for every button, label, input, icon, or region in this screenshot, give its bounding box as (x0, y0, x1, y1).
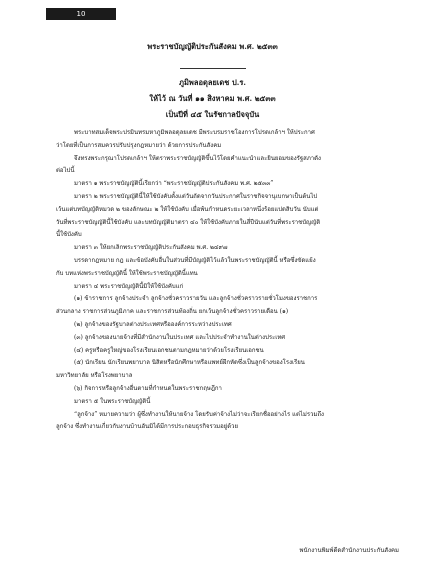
page-number: 10 (46, 8, 116, 20)
paragraph: มหาวิทยาลัย หรือโรงพยาบาล (56, 372, 133, 380)
paragraph: วันที่พระราชบัญญัตินี้ใช้บังคับ และบทบัญญัติมาตรา ๔๐ ให้ใช้บังคับภายในสี่ปีนับแต่วันที่พระราชบัญญัติ (56, 218, 321, 226)
paragraph: (๓) ลูกจ้างของนายจ้างที่มีสำนักงานในประเทศ และไปประจำทำงานในต่างประเทศ (74, 333, 286, 341)
paragraph: จึงทรงพระกรุณาโปรดเกล้าฯ ให้ตราพระราชบัญญัติขึ้นไว้โดยคำแนะนำและยินยอมของรัฐสภาดัง (74, 154, 321, 162)
paragraph: “ลูกจ้าง” หมายความว่า ผู้ซึ่งทำงานให้นายจ้าง โดยรับค่าจ้างไม่ว่าจะเรียกชื่ออย่างไร แต่ไม่รวมถึง (74, 410, 324, 418)
paragraph: มาตรา ๑ พระราชบัญญัตินี้เรียกว่า “พระราชบัญญัติประกันสังคม พ.ศ. ๒๕๓๓” (74, 180, 274, 188)
title-divider (180, 68, 246, 69)
paragraph: ต่อไปนี้ (56, 167, 75, 175)
paragraph: (๕) นักเรียน นักเรียนพยาบาล นิสิตหรือนักศึกษาหรือแพทย์ฝึกหัดซึ่งเป็นลูกจ้างของโรงเรียน (74, 359, 305, 367)
paragraph: มาตรา ๓ ให้ยกเลิกพระราชบัญญัติประกันสังคม พ.ศ. ๒๔๙๗ (74, 244, 228, 252)
paragraph: (๖) กิจการหรือลูกจ้างอื่นตามที่กำหนดในพระราชกฤษฎีกา (74, 384, 222, 392)
paragraph: ว่าโดยที่เป็นการสมควรปรับปรุงกฎหมายว่า ด้วยการประกันสังคม (56, 141, 222, 149)
paragraph: บรรดากฎหมาย กฎ และข้อบังคับอื่นในส่วนที่มีบัญญัติไว้แล้วในพระราชบัญญัตินี้ หรือซึ่งขัดแย้ง (74, 256, 316, 264)
paragraph: (๑) ข้าราชการ ลูกจ้างประจำ ลูกจ้างชั่วคราวรายวัน และลูกจ้างชั่วคราวรายชั่วโมงของราชการ (74, 295, 318, 303)
paragraph: กับ บทแห่งพระราชบัญญัตินี้ ให้ใช้พระราชบัญญัตินี้แทน (56, 269, 198, 277)
page-footer: พนักงานพิมพ์ดีดสำนักงานประกันสังคม (299, 547, 399, 554)
paragraph: นี้ใช้บังคับ (56, 231, 82, 239)
paragraph: ส่วนกลาง ราชการส่วนภูมิภาค และราชการส่วนท้องถิ่น ยกเว้นลูกจ้างชั่วคราวรายเดือน (๑) (56, 308, 289, 316)
paragraph: เว้นแต่บทบัญญัติหมวด ๒ ของลักษณะ ๒ ให้ใช้บังคับ เมื่อพ้นกำหนดระยะเวลาหนึ่งร้อยแปดสิบวัน นับแต่ (56, 205, 319, 213)
paragraph: ลูกจ้าง ซึ่งทำงานเกี่ยวกับงานบ้านอันมิได้มีการประกอบธุรกิจรวมอยู่ด้วย (56, 423, 238, 431)
paragraph: พระบาทสมเด็จพระปรมินทรมหาภูมิพลอดุลยเดช มีพระบรมราชโองการโปรดเกล้าฯ ให้ประกาศ (74, 129, 315, 136)
paragraph: (๒) ลูกจ้างของรัฐบาลต่างประเทศหรือองค์การระหว่างประเทศ (74, 320, 232, 328)
paragraph: มาตรา ๔ พระราชบัญญัตินี้มิให้ใช้บังคับแก่ (74, 282, 184, 290)
document-body (56, 128, 386, 435)
given-date: ให้ไว้ ณ วันที่ ๑๑ สิงหาคม พ.ศ. ๒๕๓๓ (149, 94, 276, 103)
paragraph: มาตรา ๒ พระราชบัญญัตินี้ให้ใช้บังคับตั้งแต่วันถัดจากวันประกาศในราชกิจจานุเบกษาเป็นต้นไป (74, 192, 318, 200)
paragraph: (๔) ครูหรือครูใหญ่ของโรงเรียนเอกชนตามกฎหมายว่าด้วยโรงเรียนเอกชน (74, 346, 264, 354)
royal-signature: ภูมิพลอดุลยเดช ป.ร. (179, 78, 246, 87)
reign-year: เป็นปีที่ ๔๕ ในรัชกาลปัจจุบัน (165, 110, 260, 119)
paragraph: มาตรา ๕ ในพระราชบัญญัตินี้ (74, 397, 151, 405)
act-title: พระราชบัญญัติประกันสังคม พ.ศ. ๒๕๓๓ (147, 42, 278, 51)
